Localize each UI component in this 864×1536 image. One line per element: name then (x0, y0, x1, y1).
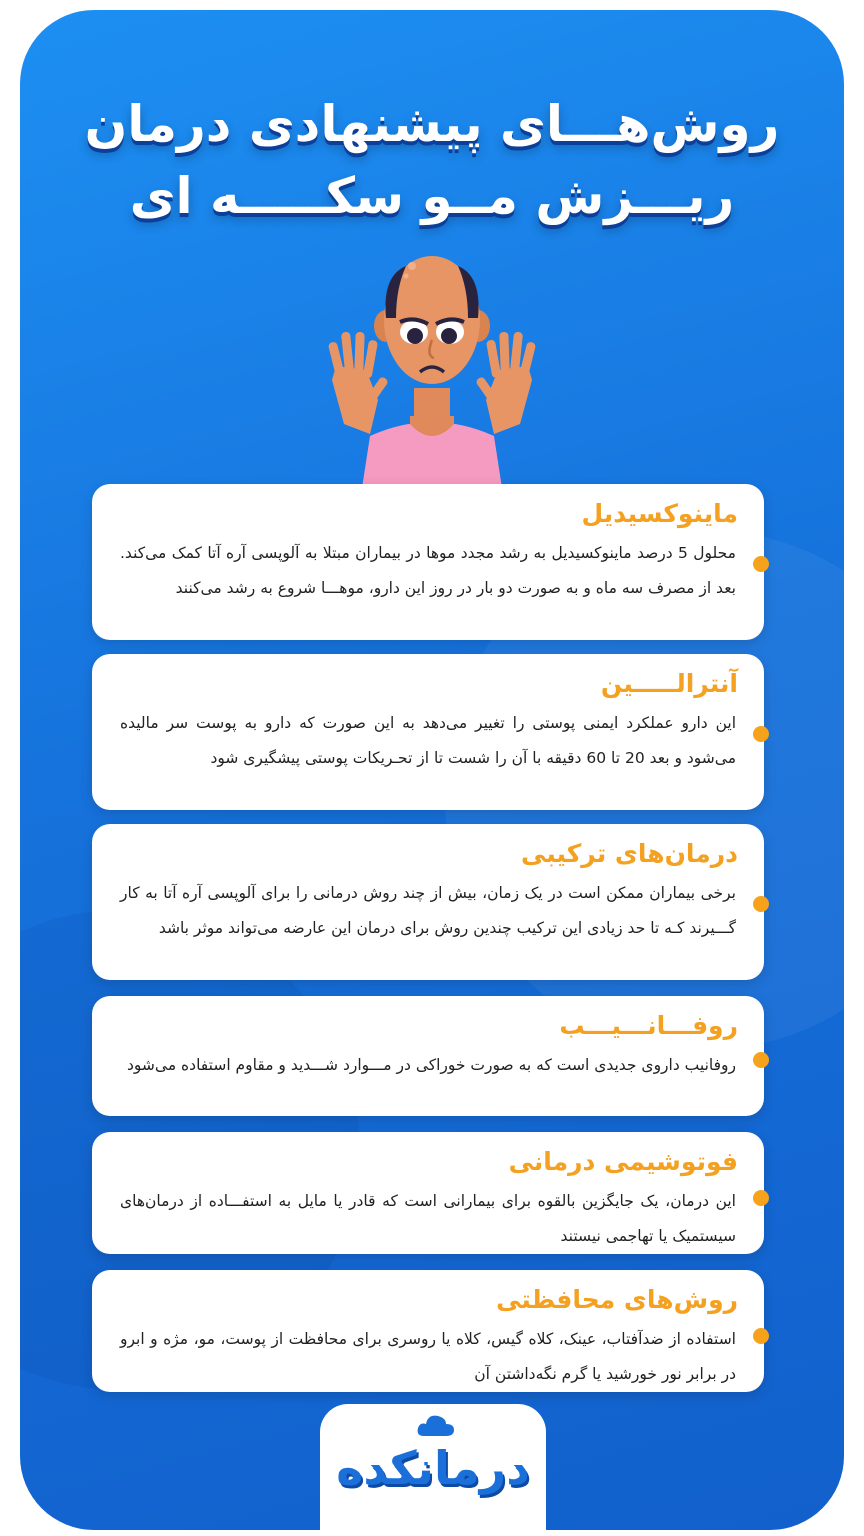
card-anthralin (92, 654, 764, 810)
bullet-icon (753, 556, 769, 572)
card-title: روش‌های محافظتی (496, 1285, 738, 1314)
card-body: این درمان، یک جایگزین بالقوه برای بیمارانی است که قادر یا مایل به استفـــاده از درمان‌های سیستمیک یا تهاجمی نیستند (120, 1192, 736, 1245)
cloud-logo-icon (416, 1412, 456, 1440)
card-ruxolitinib (92, 996, 764, 1116)
card-body: روفانیب داروی جدیدی است که به صورت خوراکی در مـــوارد شـــدید و مقاوم استفاده می‌شود (127, 1056, 736, 1074)
bullet-icon (753, 1190, 769, 1206)
card-title: ماینوکسیدیل (581, 499, 738, 528)
bullet-icon (753, 1052, 769, 1068)
card-minoxidil (92, 484, 764, 640)
title-line-2: ریـــزش مــو سکـــــه ای (129, 167, 735, 225)
card-body: محلول 5 درصد ماینوکسیدیل به رشد مجدد موها در بیماران مبتلا به آلوپسی آره آتا کمک می‌کند. بعد از مصرف سه ماه و به صورت دو بار در روز این دارو، موهـــا شروع به رشد می‌کنند (120, 544, 736, 597)
bullet-icon (753, 896, 769, 912)
bullet-icon (753, 1328, 769, 1344)
card-body: استفاده از ضدآفتاب، عینک، کلاه گیس، کلاه یا روسری برای محافظت از پوست، مو، مژه و ابرو در برابر نور خورشید یا گرم نگه‌داشتن آن (120, 1330, 736, 1383)
bullet-icon (753, 726, 769, 742)
card-title: روفـــانـــیـــب (559, 1011, 738, 1040)
card-title: درمان‌های ترکیبی (521, 839, 738, 868)
card-protective-methods (92, 1270, 764, 1392)
card-title: آنترالـــــین (600, 669, 738, 698)
card-body: این دارو عملکرد ایمنی پوستی را تغییر می‌دهد به این صورت که دارو به پوست سر مالیده می‌شود و بعد 20 تا 60 دقیقه با آن را شست تا از تحـریکات پوستی پیشگیری شود (120, 714, 736, 767)
page-title (60, 88, 804, 232)
title-line-1: روش‌هـــای پیشنهادی درمان (84, 95, 780, 153)
logo-text: درمانکده (336, 1441, 530, 1495)
card-photochemotherapy (92, 1132, 764, 1254)
card-body: برخی بیماران ممکن است در یک زمان، بیش از چند روش درمانی را برای آلوپسی آره آتا به کار گـــیرند کـه تا حد زیادی این ترکیب چندین روش برای درمان این عارضه می‌تواند موثر باشد (120, 884, 736, 937)
brand-logo (320, 1404, 546, 1532)
card-title: فوتوشیمی درمانی (508, 1147, 738, 1176)
card-combination-therapy (92, 824, 764, 980)
worried-balding-person-icon (322, 248, 542, 488)
